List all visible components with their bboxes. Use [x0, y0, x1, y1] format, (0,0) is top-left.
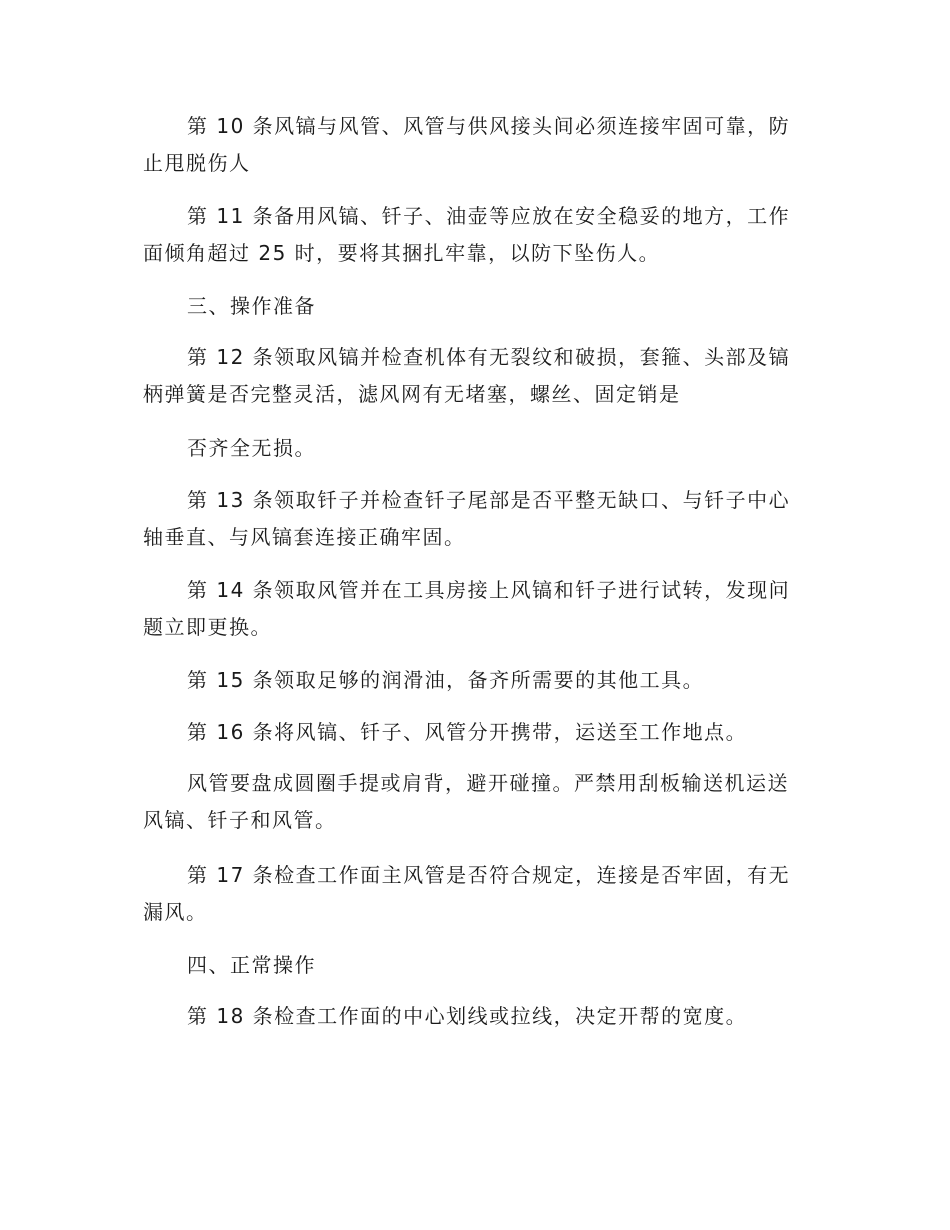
- paragraph-article-12: 第 12 条领取风镐并检查机体有无裂纹和破损，套箍、头部及镐柄弹簧是否完整灵活，滤风网有无堵塞，螺丝、固定销是: [143, 345, 791, 406]
- paragraph-article-16: 第 16 条将风镐、钎子、风管分开携带，运送至工作地点。: [187, 720, 748, 744]
- section-heading-normal-operation: 四、正常操作: [187, 953, 316, 977]
- paragraph-article-12-continued: 否齐全无损。: [187, 436, 316, 460]
- paragraph-article-13: 第 13 条领取钎子并检查钎子尾部是否平整无缺口、与钎子中心轴垂直、与风镐套连接正确牢固。: [143, 488, 791, 549]
- paragraph-article-14: 第 14 条领取风管并在工具房接上风镐和钎子进行试转，发现问题立即更换。: [143, 578, 791, 639]
- paragraph-article-10: 第 10 条风镐与风管、风管与供风接头间必须连接牢固可靠，防止甩脱伤人: [143, 114, 791, 175]
- paragraph-air-hose-note: 风管要盘成圆圈手提或肩背，避开碰撞。严禁用刮板输送机运送风镐、钎子和风管。: [143, 771, 789, 832]
- section-heading-preparation: 三、操作准备: [187, 294, 316, 318]
- paragraph-article-15: 第 15 条领取足够的润滑油，备齐所需要的其他工具。: [187, 668, 705, 692]
- paragraph-article-11: 第 11 条备用风镐、钎子、油壶等应放在安全稳妥的地方，工作面倾角超过 25 时，要将其捆扎牢靠，以防下坠伤人。: [143, 204, 791, 265]
- paragraph-article-18: 第 18 条检查工作面的中心划线或拉线，决定开帮的宽度。: [187, 1004, 748, 1028]
- paragraph-article-17: 第 17 条检查工作面主风管是否符合规定，连接是否牢固，有无漏风。: [143, 863, 791, 924]
